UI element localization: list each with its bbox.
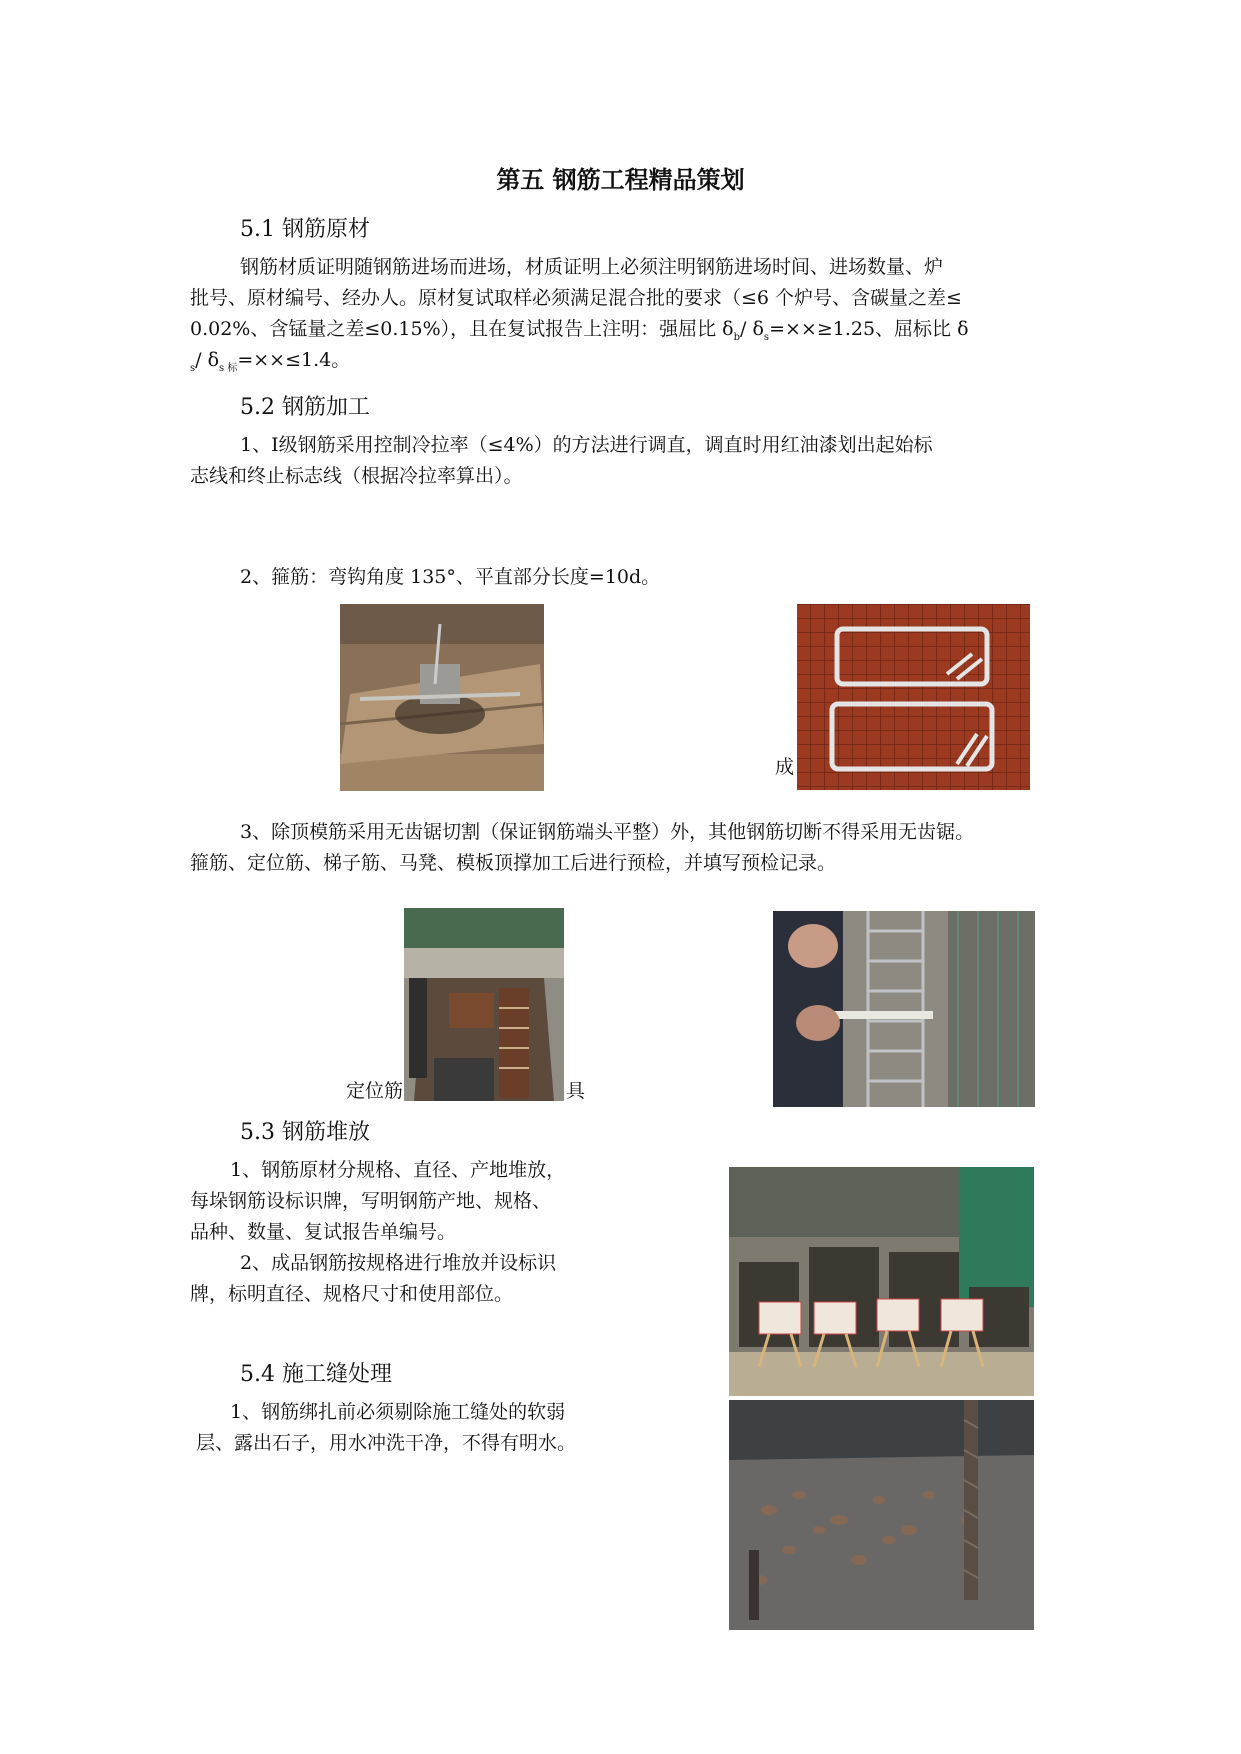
s51-line-3: 0.02%、含锰量之差≤0.15%），且在复试报告上注明：强屈比 $\delta_b/$ $\delta_s=\times\times\ge 1.25$、屈标比 δ: [190, 318, 969, 343]
s53-p1-line-1: 1、钢筋原材分规格、直径、产地堆放，: [230, 1159, 566, 1181]
s54-p1-line-2: 层、露出石子，用水冲洗干净，不得有明水。: [196, 1432, 577, 1454]
photo-straightening-clamp: [340, 604, 544, 791]
s51-line-4: $_s$/ $\delta_{s 标}=\times\times\le 1.4$。: [190, 349, 351, 374]
caption-cheng: 成: [775, 756, 795, 778]
photo-ladder-bar-inspection: [773, 911, 1035, 1107]
photo-positioning-jig: [404, 908, 564, 1101]
page-title: 第五 钢筋工程精品策划: [496, 166, 745, 194]
s54-p1-line-1: 1、钢筋绑扎前必须剔除施工缝处的软弱: [230, 1401, 566, 1423]
s53-p1-line-2: 每垛钢筋设标识牌，写明钢筋产地、规格、: [190, 1190, 552, 1212]
s53-p2-line-2: 牌，标明直径、规格尺寸和使用部位。: [190, 1283, 514, 1305]
s52-p2: 2、箍筋：弯钩角度 135°、平直部分长度=10d。: [240, 566, 661, 588]
caption-ju: 具: [566, 1080, 586, 1102]
s52-p3-line-2: 箍筋、定位筋、梯子筋、马凳、模板顶撑加工后进行预检，并填写预检记录。: [190, 852, 837, 874]
caption-dingwei: 定位筋: [346, 1080, 404, 1102]
s52-p1-line-2: 志线和终止标志线（根据冷拉率算出）。: [190, 465, 523, 487]
photo-rebar-stacks-signboards: [729, 1167, 1034, 1396]
section-heading-5-2: 5.2 钢筋加工: [240, 395, 370, 420]
photo-construction-joint: [729, 1400, 1034, 1630]
s51-line-2: 批号、原材编号、经办人。原材复试取样必须满足混合批的要求（≤6 个炉号、含碳量之差≤: [190, 287, 962, 309]
s53-p2-line-1: 2、成品钢筋按规格进行堆放并设标识: [240, 1252, 557, 1274]
s52-p3-line-1: 3、除顶模筋采用无齿锯切割（保证钢筋端头平整）外，其他钢筋切断不得采用无齿锯。: [240, 821, 975, 843]
section-heading-5-4: 5.4 施工缝处理: [240, 1362, 392, 1387]
s51-line-1: 钢筋材质证明随钢筋进场而进场，材质证明上必须注明钢筋进场时间、进场数量、炉: [240, 256, 944, 278]
section-heading-5-3: 5.3 钢筋堆放: [240, 1120, 370, 1145]
s53-p1-line-3: 品种、数量、复试报告单编号。: [190, 1221, 457, 1243]
photo-stirrups: [797, 604, 1030, 790]
section-heading-5-1: 5.1 钢筋原材: [240, 217, 370, 242]
s52-p1-line-1: 1、Ⅰ级钢筋采用控制冷拉率（≤4%）的方法进行调直，调直时用红油漆划出起始标: [240, 434, 933, 456]
